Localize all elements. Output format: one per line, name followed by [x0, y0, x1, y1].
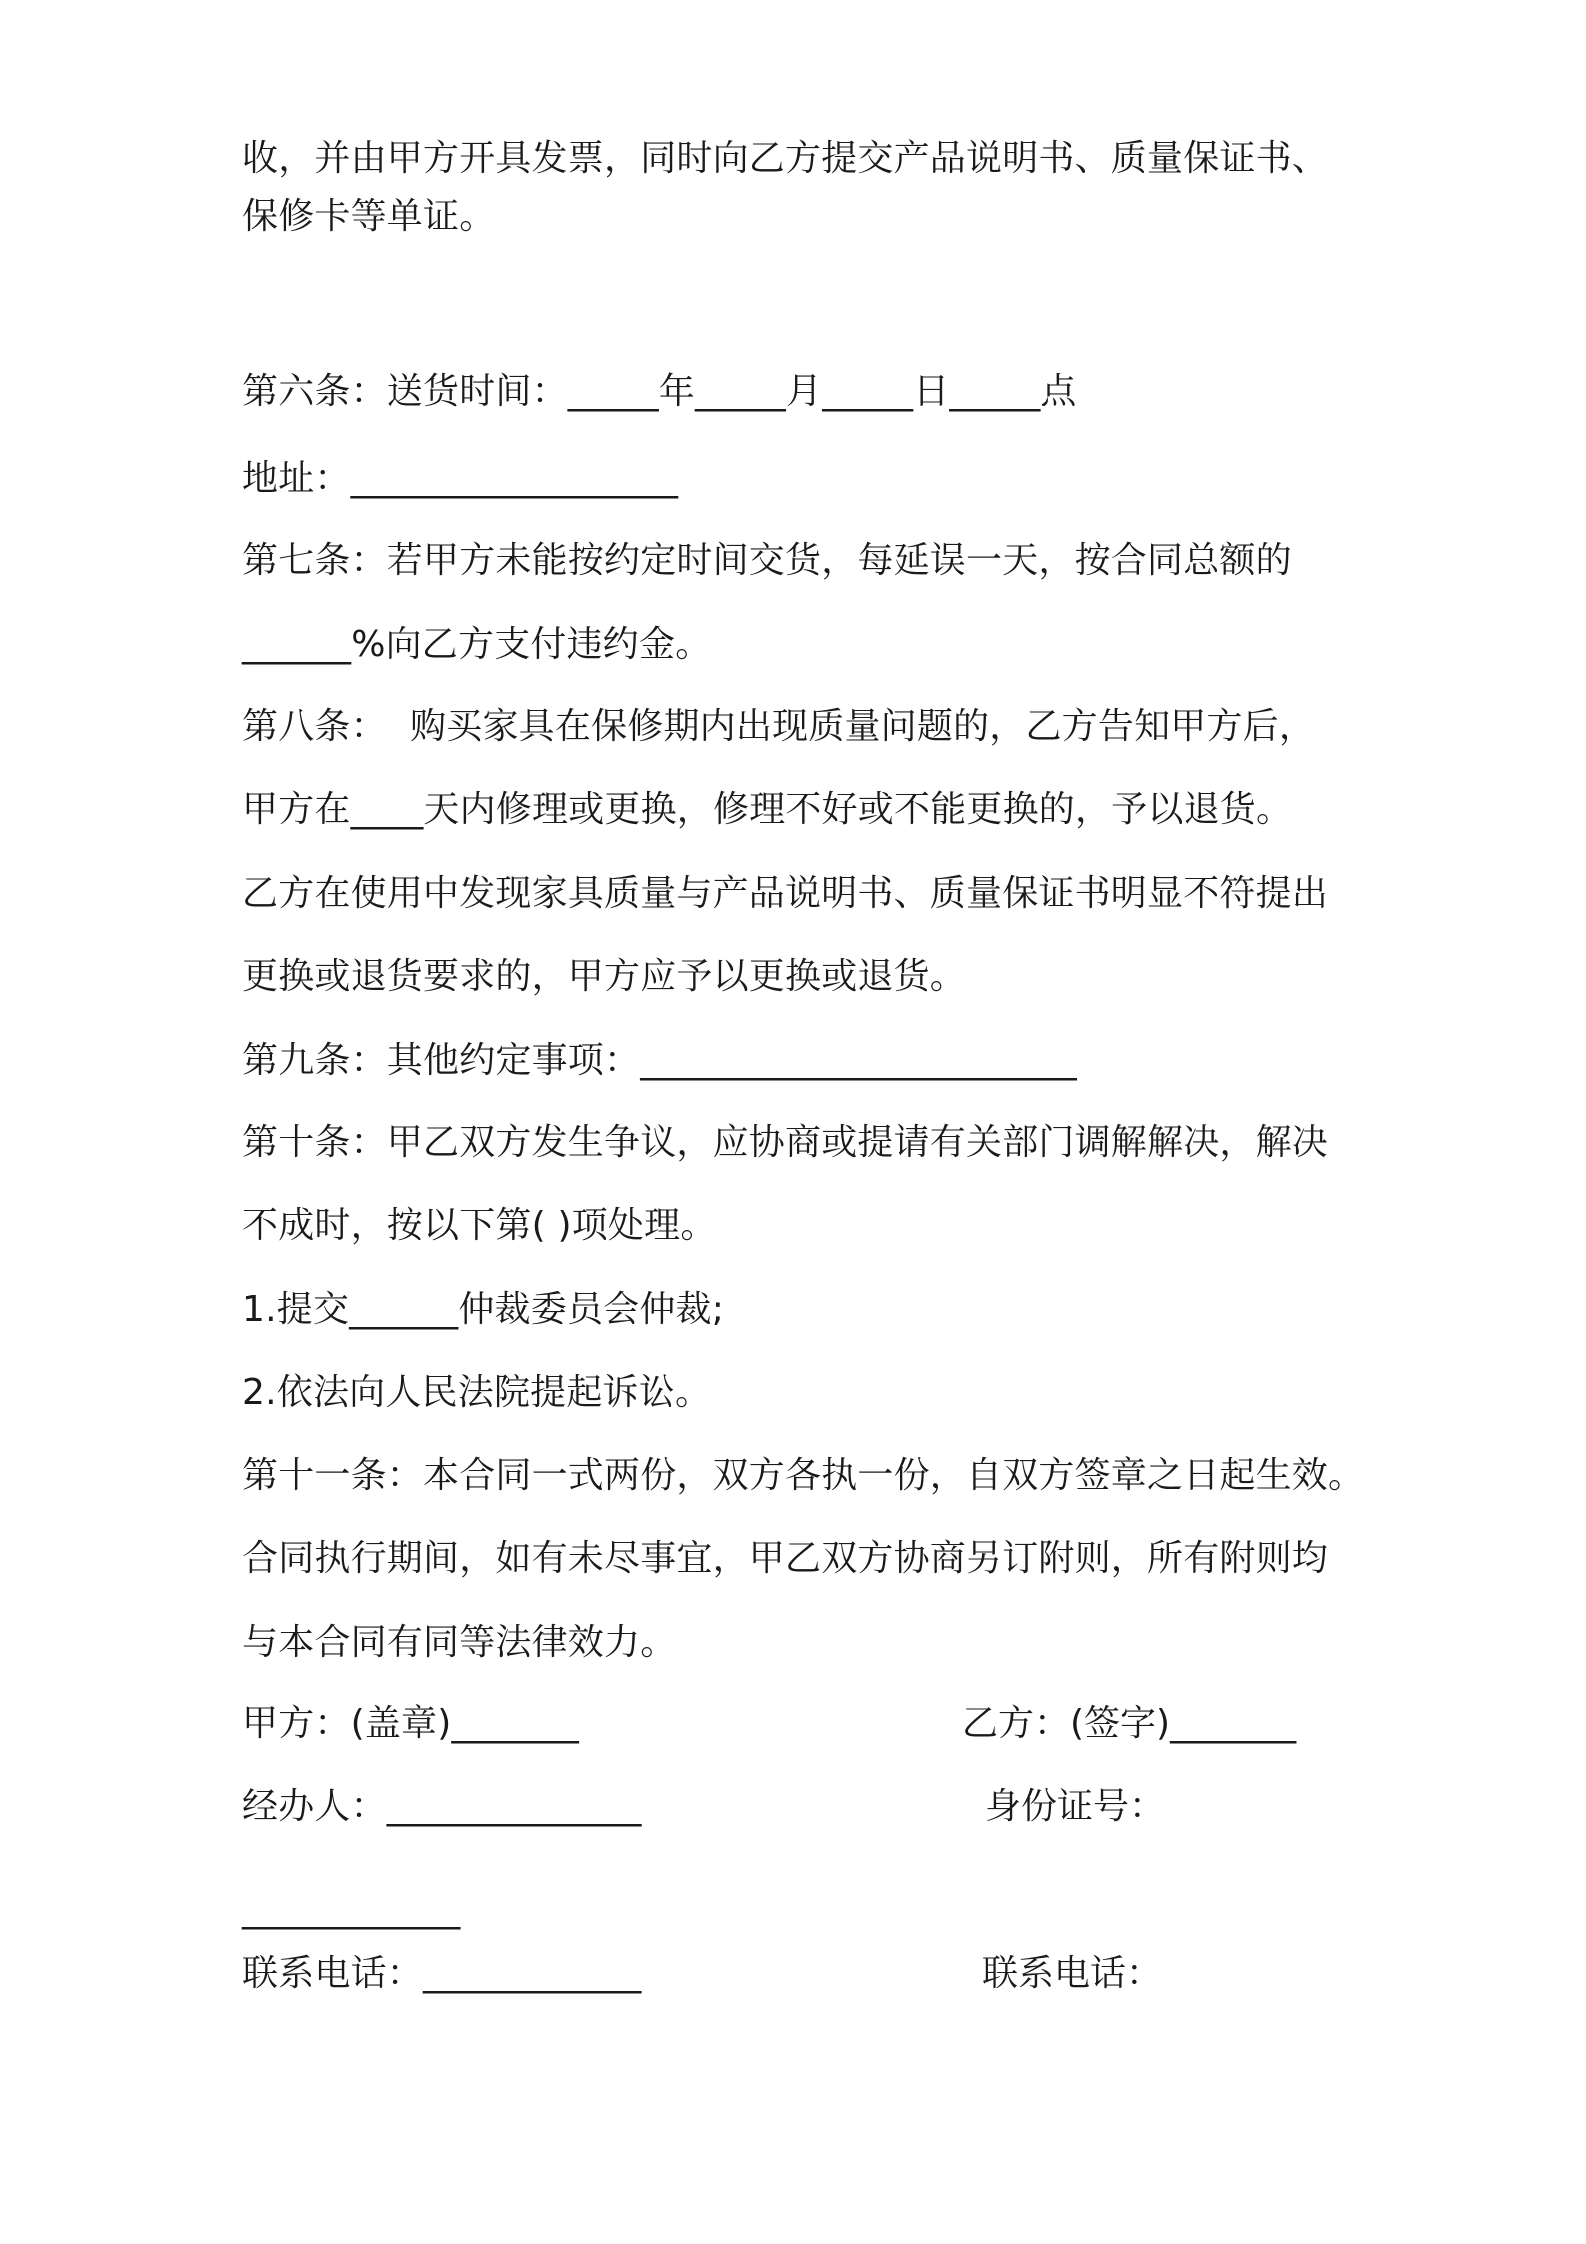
text-line: 合同执行期间，如有未尽事宜，甲乙双方协商另订附则，所有附则均 [242, 1538, 1329, 1579]
party-b-phone: 联系电话： [982, 1953, 1163, 1994]
text-line: ______%向乙方支付违约金。 [242, 624, 712, 665]
party-b-signature: 乙方：(签字)_______ [962, 1703, 1297, 1744]
article-10: 第十条：甲乙双方发生争议，应协商或提请有关部门调解解决，解决 [242, 1122, 1329, 1163]
article-7: 第七条：若甲方未能按约定时间交货，每延误一天，按合同总额的 [242, 540, 1292, 581]
text-line: 不成时，按以下第( )项处理。 [242, 1205, 717, 1246]
option-2: 2.依法向人民法院提起诉讼。 [242, 1372, 712, 1413]
id-number-blank: ____________ [242, 1889, 461, 1930]
agent-field: 经办人：______________ [242, 1786, 642, 1827]
text-line: 乙方在使用中发现家具质量与产品说明书、质量保证书明显不符提出 [242, 873, 1329, 914]
article-6-delivery-time: 第六条：送货时间：_____年_____月_____日_____点 [242, 371, 1077, 412]
text-line: 与本合同有同等法律效力。 [242, 1622, 677, 1663]
option-1: 1.提交______仲裁委员会仲裁; [242, 1289, 725, 1330]
text-line: 保修卡等单证。 [242, 196, 496, 237]
text-line: 甲方在____天内修理或更换，修理不好或不能更换的，予以退货。 [242, 789, 1293, 830]
text-line: 收，并由甲方开具发票，同时向乙方提交产品说明书、质量保证书、 [242, 138, 1329, 179]
party-a-seal: 甲方：(盖章)_______ [242, 1703, 579, 1744]
party-a-phone: 联系电话：____________ [242, 1953, 642, 1994]
text-line: 更换或退货要求的，甲方应予以更换或退货。 [242, 956, 967, 997]
article-11: 第十一条：本合同一式两份，双方各执一份，自双方签章之日起生效。 [242, 1455, 1365, 1496]
article-9: 第九条：其他约定事项：________________________ [242, 1040, 1078, 1081]
delivery-address: 地址：__________________ [242, 458, 679, 499]
article-8: 第八条： 购买家具在保修期内出现质量问题的，乙方告知甲方后， [242, 706, 1316, 747]
id-number-label: 身份证号： [985, 1786, 1166, 1827]
